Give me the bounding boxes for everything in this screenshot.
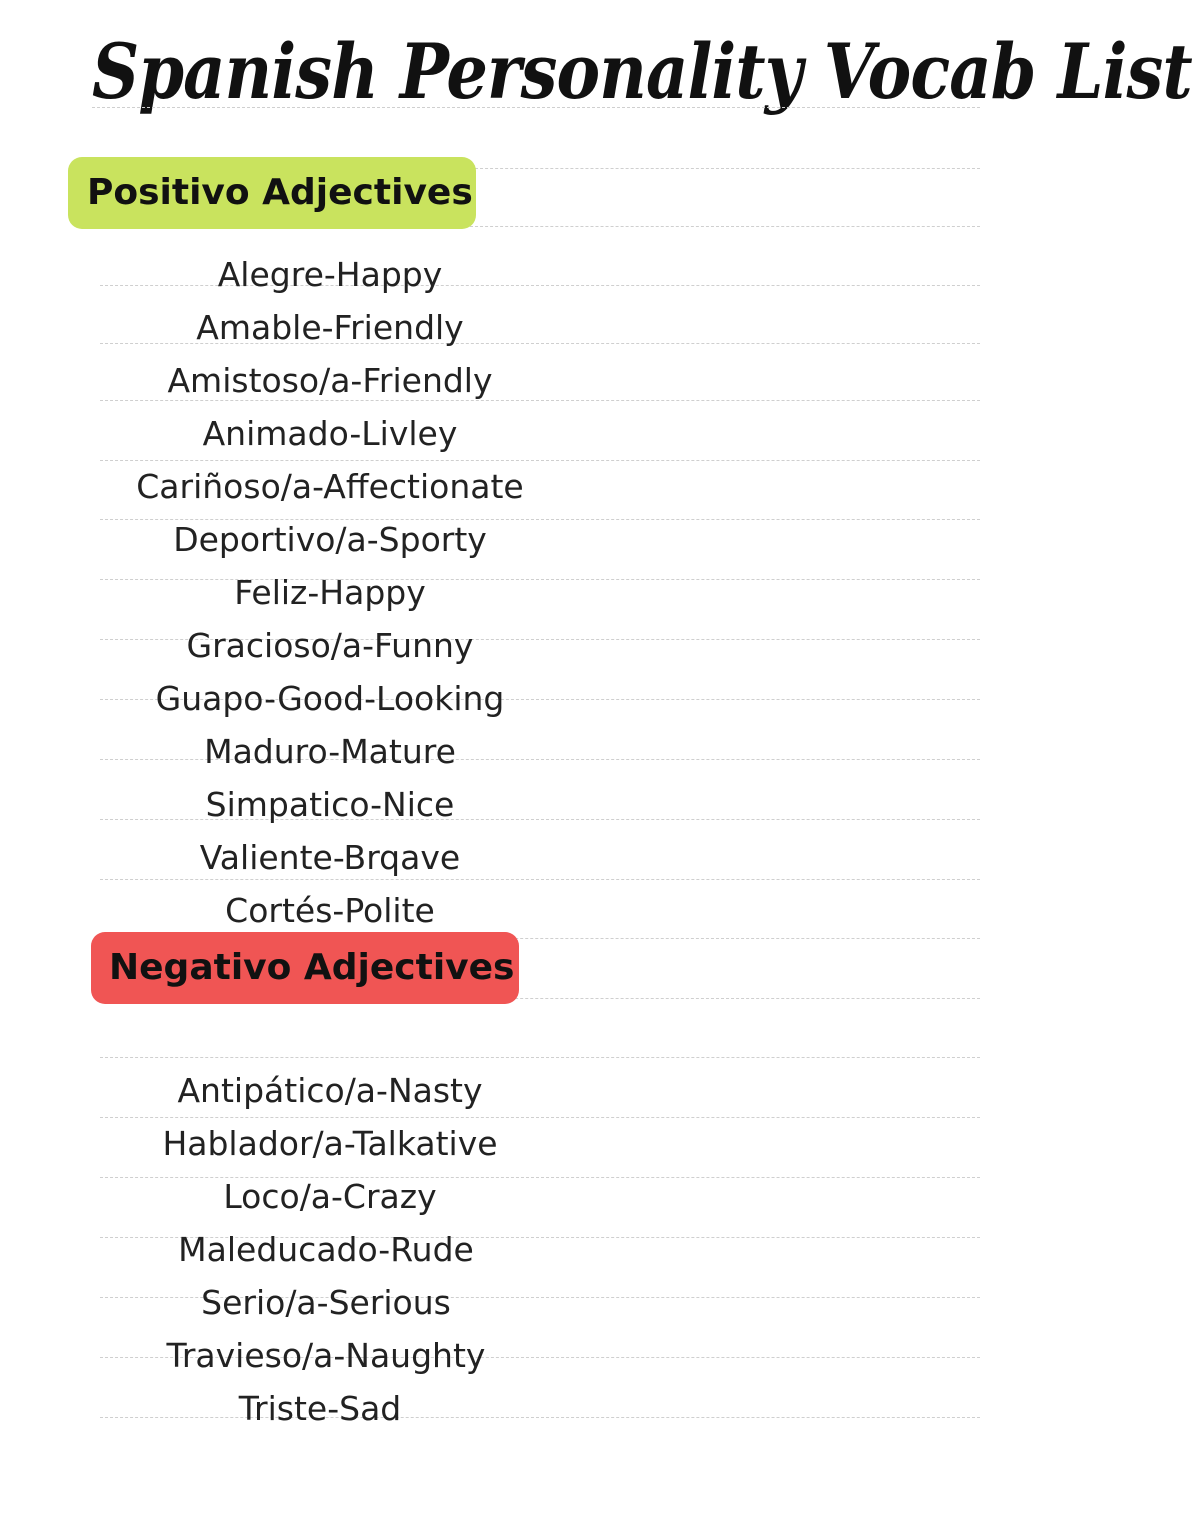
vocab-item: Valiente-Brqave: [199, 838, 461, 877]
vocab-item: Antipático/a-Nasty: [177, 1071, 483, 1110]
vocab-item: Gracioso/a-Funny: [186, 626, 474, 665]
vocab-item: Cariñoso/a-Affectionate: [136, 467, 524, 506]
vocab-item: Cortés-Polite: [225, 891, 435, 930]
page-title: Spanish Personality Vocab List: [92, 27, 1192, 116]
vocab-item: Maleducado-Rude: [178, 1230, 474, 1269]
vocab-item: Simpatico-Nice: [205, 785, 455, 824]
vocab-item: Amistoso/a-Friendly: [167, 361, 493, 400]
vocab-item: Amable-Friendly: [196, 308, 464, 347]
vocab-item: Deportivo/a-Sporty: [173, 520, 487, 559]
vocab-item: Triste-Sad: [238, 1389, 402, 1428]
ruled-line: [470, 938, 980, 939]
vocab-item: Guapo-Good-Looking: [155, 679, 505, 718]
vocab-item: Travieso/a-Naughty: [166, 1336, 486, 1375]
ruled-line: [100, 1117, 980, 1118]
vocab-item: Alegre-Happy: [217, 255, 443, 294]
vocab-item: Feliz-Happy: [234, 573, 426, 612]
ruled-line: [92, 107, 980, 108]
negative-heading: Negativo Adjectives: [91, 932, 519, 1004]
ruled-line: [470, 168, 980, 169]
ruled-line: [470, 998, 980, 999]
vocab-item: Serio/a-Serious: [201, 1283, 451, 1322]
positive-heading: Positivo Adjectives: [68, 157, 476, 229]
vocab-item: Hablador/a-Talkative: [162, 1124, 498, 1163]
vocab-item: Loco/a-Crazy: [223, 1177, 437, 1216]
ruled-line: [100, 460, 980, 461]
vocab-item: Animado-Livley: [202, 414, 458, 453]
vocab-item: Maduro-Mature: [204, 732, 456, 771]
ruled-line: [470, 226, 980, 227]
ruled-line: [100, 1057, 980, 1058]
